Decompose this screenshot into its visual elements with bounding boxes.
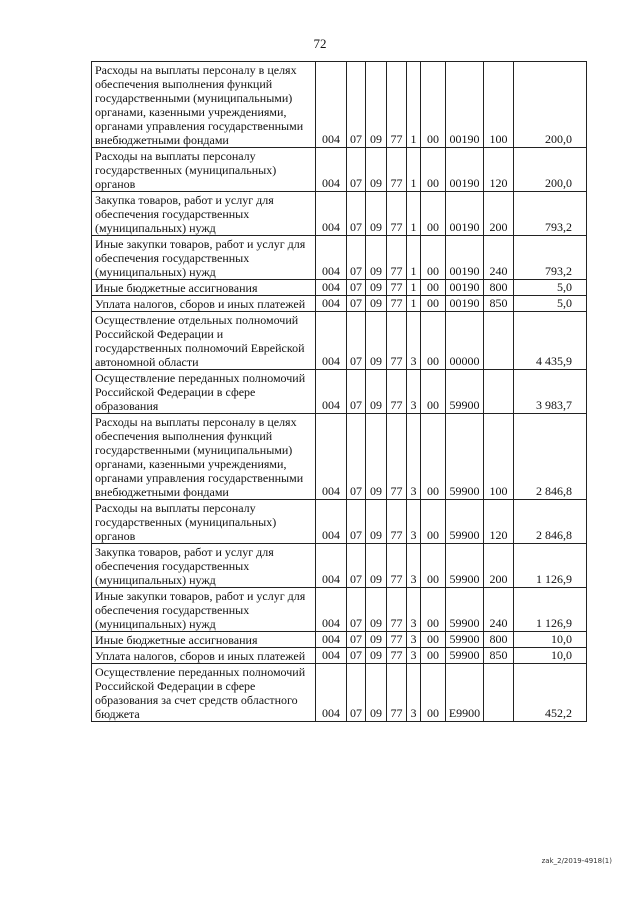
program-code-cell: 77	[387, 588, 407, 632]
section-code-cell: 07	[347, 414, 366, 500]
ministry-code-cell: 004	[316, 500, 347, 544]
main-event-code-cell: 00	[421, 632, 446, 648]
section-code-cell: 07	[347, 296, 366, 312]
amount-cell: 10,0	[514, 632, 587, 648]
amount-cell: 793,2	[514, 192, 587, 236]
section-code-cell: 07	[347, 312, 366, 370]
direction-code-cell: 00190	[446, 236, 484, 280]
ministry-code-cell: 004	[316, 312, 347, 370]
direction-code-cell: 59900	[446, 588, 484, 632]
ministry-code-cell: 004	[316, 236, 347, 280]
amount-cell: 1 126,9	[514, 544, 587, 588]
expense-name-cell: Расходы на выплаты персоналу в целях обеспечения выполнения функций государственными (муниципальными) органами, казенными учреждениями, органами управления государственными внебюджетными фондами	[92, 414, 316, 500]
direction-code-cell: 59900	[446, 500, 484, 544]
expense-name-cell: Иные бюджетные ассигнования	[92, 632, 316, 648]
table-row	[92, 370, 587, 414]
expense-name-cell: Закупка товаров, работ и услуг для обеспечения государственных (муниципальных) нужд	[92, 544, 316, 588]
expense-type-code-cell: 800	[484, 632, 514, 648]
program-code-cell: 77	[387, 664, 407, 722]
program-code-cell: 77	[387, 370, 407, 414]
expense-type-code-cell: 200	[484, 192, 514, 236]
table-row	[92, 148, 587, 192]
direction-code-cell: 59900	[446, 414, 484, 500]
table-row	[92, 280, 587, 296]
main-event-code-cell: 00	[421, 500, 446, 544]
program-code-cell: 77	[387, 500, 407, 544]
program-code-cell: 77	[387, 148, 407, 192]
direction-code-cell: 59900	[446, 648, 484, 664]
main-event-code-cell: 00	[421, 236, 446, 280]
subsection-code-cell: 09	[366, 632, 387, 648]
expense-name-cell: Иные закупки товаров, работ и услуг для обеспечения государственных (муниципальных) нужд	[92, 236, 316, 280]
ministry-code-cell: 004	[316, 544, 347, 588]
expense-type-code-cell: 120	[484, 148, 514, 192]
subprogram-code-cell: 1	[407, 296, 421, 312]
subsection-code-cell: 09	[366, 664, 387, 722]
expense-name-cell: Иные закупки товаров, работ и услуг для обеспечения государственных (муниципальных) нужд	[92, 588, 316, 632]
subprogram-code-cell: 1	[407, 62, 421, 148]
section-code-cell: 07	[347, 544, 366, 588]
subprogram-code-cell: 3	[407, 312, 421, 370]
section-code-cell: 07	[347, 664, 366, 722]
expense-name-cell: Осуществление переданных полномочий Российской Федерации в сфере образования	[92, 370, 316, 414]
amount-cell: 4 435,9	[514, 312, 587, 370]
subsection-code-cell: 09	[366, 588, 387, 632]
section-code-cell: 07	[347, 500, 366, 544]
subsection-code-cell: 09	[366, 148, 387, 192]
main-event-code-cell: 00	[421, 280, 446, 296]
amount-cell: 200,0	[514, 62, 587, 148]
ministry-code-cell: 004	[316, 370, 347, 414]
section-code-cell: 07	[347, 236, 366, 280]
ministry-code-cell: 004	[316, 414, 347, 500]
program-code-cell: 77	[387, 192, 407, 236]
amount-cell: 2 846,8	[514, 500, 587, 544]
subsection-code-cell: 09	[366, 544, 387, 588]
table-row	[92, 414, 587, 500]
expense-type-code-cell: 850	[484, 648, 514, 664]
table-row	[92, 588, 587, 632]
direction-code-cell: 00190	[446, 192, 484, 236]
expense-type-code-cell: 120	[484, 500, 514, 544]
ministry-code-cell: 004	[316, 632, 347, 648]
expense-type-code-cell: 800	[484, 280, 514, 296]
subsection-code-cell: 09	[366, 296, 387, 312]
program-code-cell: 77	[387, 280, 407, 296]
ministry-code-cell: 004	[316, 192, 347, 236]
table-row	[92, 236, 587, 280]
subsection-code-cell: 09	[366, 500, 387, 544]
ministry-code-cell: 004	[316, 664, 347, 722]
main-event-code-cell: 00	[421, 312, 446, 370]
direction-code-cell: 59900	[446, 370, 484, 414]
subprogram-code-cell: 1	[407, 280, 421, 296]
subprogram-code-cell: 1	[407, 236, 421, 280]
table-row	[92, 632, 587, 648]
main-event-code-cell: 00	[421, 370, 446, 414]
page-number: 72	[313, 36, 327, 51]
table-row	[92, 62, 587, 148]
subprogram-code-cell: 3	[407, 588, 421, 632]
direction-code-cell: 00000	[446, 312, 484, 370]
direction-code-cell: 00190	[446, 148, 484, 192]
main-event-code-cell: 00	[421, 192, 446, 236]
expense-name-cell: Закупка товаров, работ и услуг для обеспечения государственных (муниципальных) нужд	[92, 192, 316, 236]
program-code-cell: 77	[387, 236, 407, 280]
expense-name-cell: Расходы на выплаты персоналу государственных (муниципальных) органов	[92, 500, 316, 544]
section-code-cell: 07	[347, 280, 366, 296]
expense-type-code-cell	[484, 370, 514, 414]
amount-cell: 452,2	[514, 664, 587, 722]
section-code-cell: 07	[347, 648, 366, 664]
subsection-code-cell: 09	[366, 414, 387, 500]
subsection-code-cell: 09	[366, 370, 387, 414]
expense-type-code-cell: 200	[484, 544, 514, 588]
expense-type-code-cell	[484, 312, 514, 370]
table-row	[92, 296, 587, 312]
subprogram-code-cell: 3	[407, 632, 421, 648]
main-event-code-cell: 00	[421, 296, 446, 312]
expense-name-cell: Иные бюджетные ассигнования	[92, 280, 316, 296]
section-code-cell: 07	[347, 588, 366, 632]
main-event-code-cell: 00	[421, 414, 446, 500]
main-event-code-cell: 00	[421, 588, 446, 632]
expense-name-cell: Осуществление переданных полномочий Российской Федерации в сфере образования за счет средств областного бюджета	[92, 664, 316, 722]
amount-cell: 5,0	[514, 280, 587, 296]
direction-code-cell: 00190	[446, 296, 484, 312]
expense-name-cell: Расходы на выплаты персоналу в целях обеспечения выполнения функций государственными (муниципальными) органами, казенными учреждениями, органами управления государственными внебюджетными фондами	[92, 62, 316, 148]
program-code-cell: 77	[387, 312, 407, 370]
table-row	[92, 192, 587, 236]
amount-cell: 10,0	[514, 648, 587, 664]
program-code-cell: 77	[387, 544, 407, 588]
section-code-cell: 07	[347, 192, 366, 236]
section-code-cell: 07	[347, 62, 366, 148]
direction-code-cell: 00190	[446, 280, 484, 296]
expense-type-code-cell: 100	[484, 414, 514, 500]
expense-type-code-cell: 100	[484, 62, 514, 148]
direction-code-cell: 00190	[446, 62, 484, 148]
expense-name-cell: Уплата налогов, сборов и иных платежей	[92, 648, 316, 664]
amount-cell: 793,2	[514, 236, 587, 280]
program-code-cell: 77	[387, 296, 407, 312]
main-event-code-cell: 00	[421, 62, 446, 148]
main-event-code-cell: 00	[421, 648, 446, 664]
subsection-code-cell: 09	[366, 280, 387, 296]
amount-cell: 3 983,7	[514, 370, 587, 414]
subprogram-code-cell: 3	[407, 544, 421, 588]
table-body	[92, 62, 587, 722]
table-row	[92, 648, 587, 664]
program-code-cell: 77	[387, 648, 407, 664]
subsection-code-cell: 09	[366, 192, 387, 236]
table-row	[92, 500, 587, 544]
expense-type-code-cell: 850	[484, 296, 514, 312]
subprogram-code-cell: 3	[407, 370, 421, 414]
main-event-code-cell: 00	[421, 544, 446, 588]
amount-cell: 1 126,9	[514, 588, 587, 632]
amount-cell: 200,0	[514, 148, 587, 192]
subsection-code-cell: 09	[366, 236, 387, 280]
expense-name-cell: Расходы на выплаты персоналу государственных (муниципальных) органов	[92, 148, 316, 192]
main-event-code-cell: 00	[421, 148, 446, 192]
table-row	[92, 312, 587, 370]
expense-type-code-cell: 240	[484, 588, 514, 632]
table-row	[92, 544, 587, 588]
table-row	[92, 664, 587, 722]
program-code-cell: 77	[387, 414, 407, 500]
expense-name-cell: Уплата налогов, сборов и иных платежей	[92, 296, 316, 312]
subsection-code-cell: 09	[366, 62, 387, 148]
section-code-cell: 07	[347, 370, 366, 414]
subsection-code-cell: 09	[366, 648, 387, 664]
ministry-code-cell: 004	[316, 280, 347, 296]
expense-type-code-cell: 240	[484, 236, 514, 280]
direction-code-cell: 59900	[446, 544, 484, 588]
direction-code-cell: 59900	[446, 632, 484, 648]
ministry-code-cell: 004	[316, 648, 347, 664]
subprogram-code-cell: 3	[407, 414, 421, 500]
section-code-cell: 07	[347, 632, 366, 648]
program-code-cell: 77	[387, 632, 407, 648]
ministry-code-cell: 004	[316, 296, 347, 312]
amount-cell: 2 846,8	[514, 414, 587, 500]
direction-code-cell: E9900	[446, 664, 484, 722]
budget-table	[91, 61, 587, 722]
subsection-code-cell: 09	[366, 312, 387, 370]
ministry-code-cell: 004	[316, 588, 347, 632]
subprogram-code-cell: 3	[407, 664, 421, 722]
expense-name-cell: Осуществление отдельных полномочий Российской Федерации и государственных полномочий Еврейской автономной области	[92, 312, 316, 370]
section-code-cell: 07	[347, 148, 366, 192]
ministry-code-cell: 004	[316, 148, 347, 192]
document-code: zak_2/2019-4918(1)	[541, 857, 612, 865]
subprogram-code-cell: 3	[407, 648, 421, 664]
program-code-cell: 77	[387, 62, 407, 148]
subprogram-code-cell: 1	[407, 148, 421, 192]
amount-cell: 5,0	[514, 296, 587, 312]
ministry-code-cell: 004	[316, 62, 347, 148]
subprogram-code-cell: 1	[407, 192, 421, 236]
subprogram-code-cell: 3	[407, 500, 421, 544]
main-event-code-cell: 00	[421, 664, 446, 722]
expense-type-code-cell	[484, 664, 514, 722]
